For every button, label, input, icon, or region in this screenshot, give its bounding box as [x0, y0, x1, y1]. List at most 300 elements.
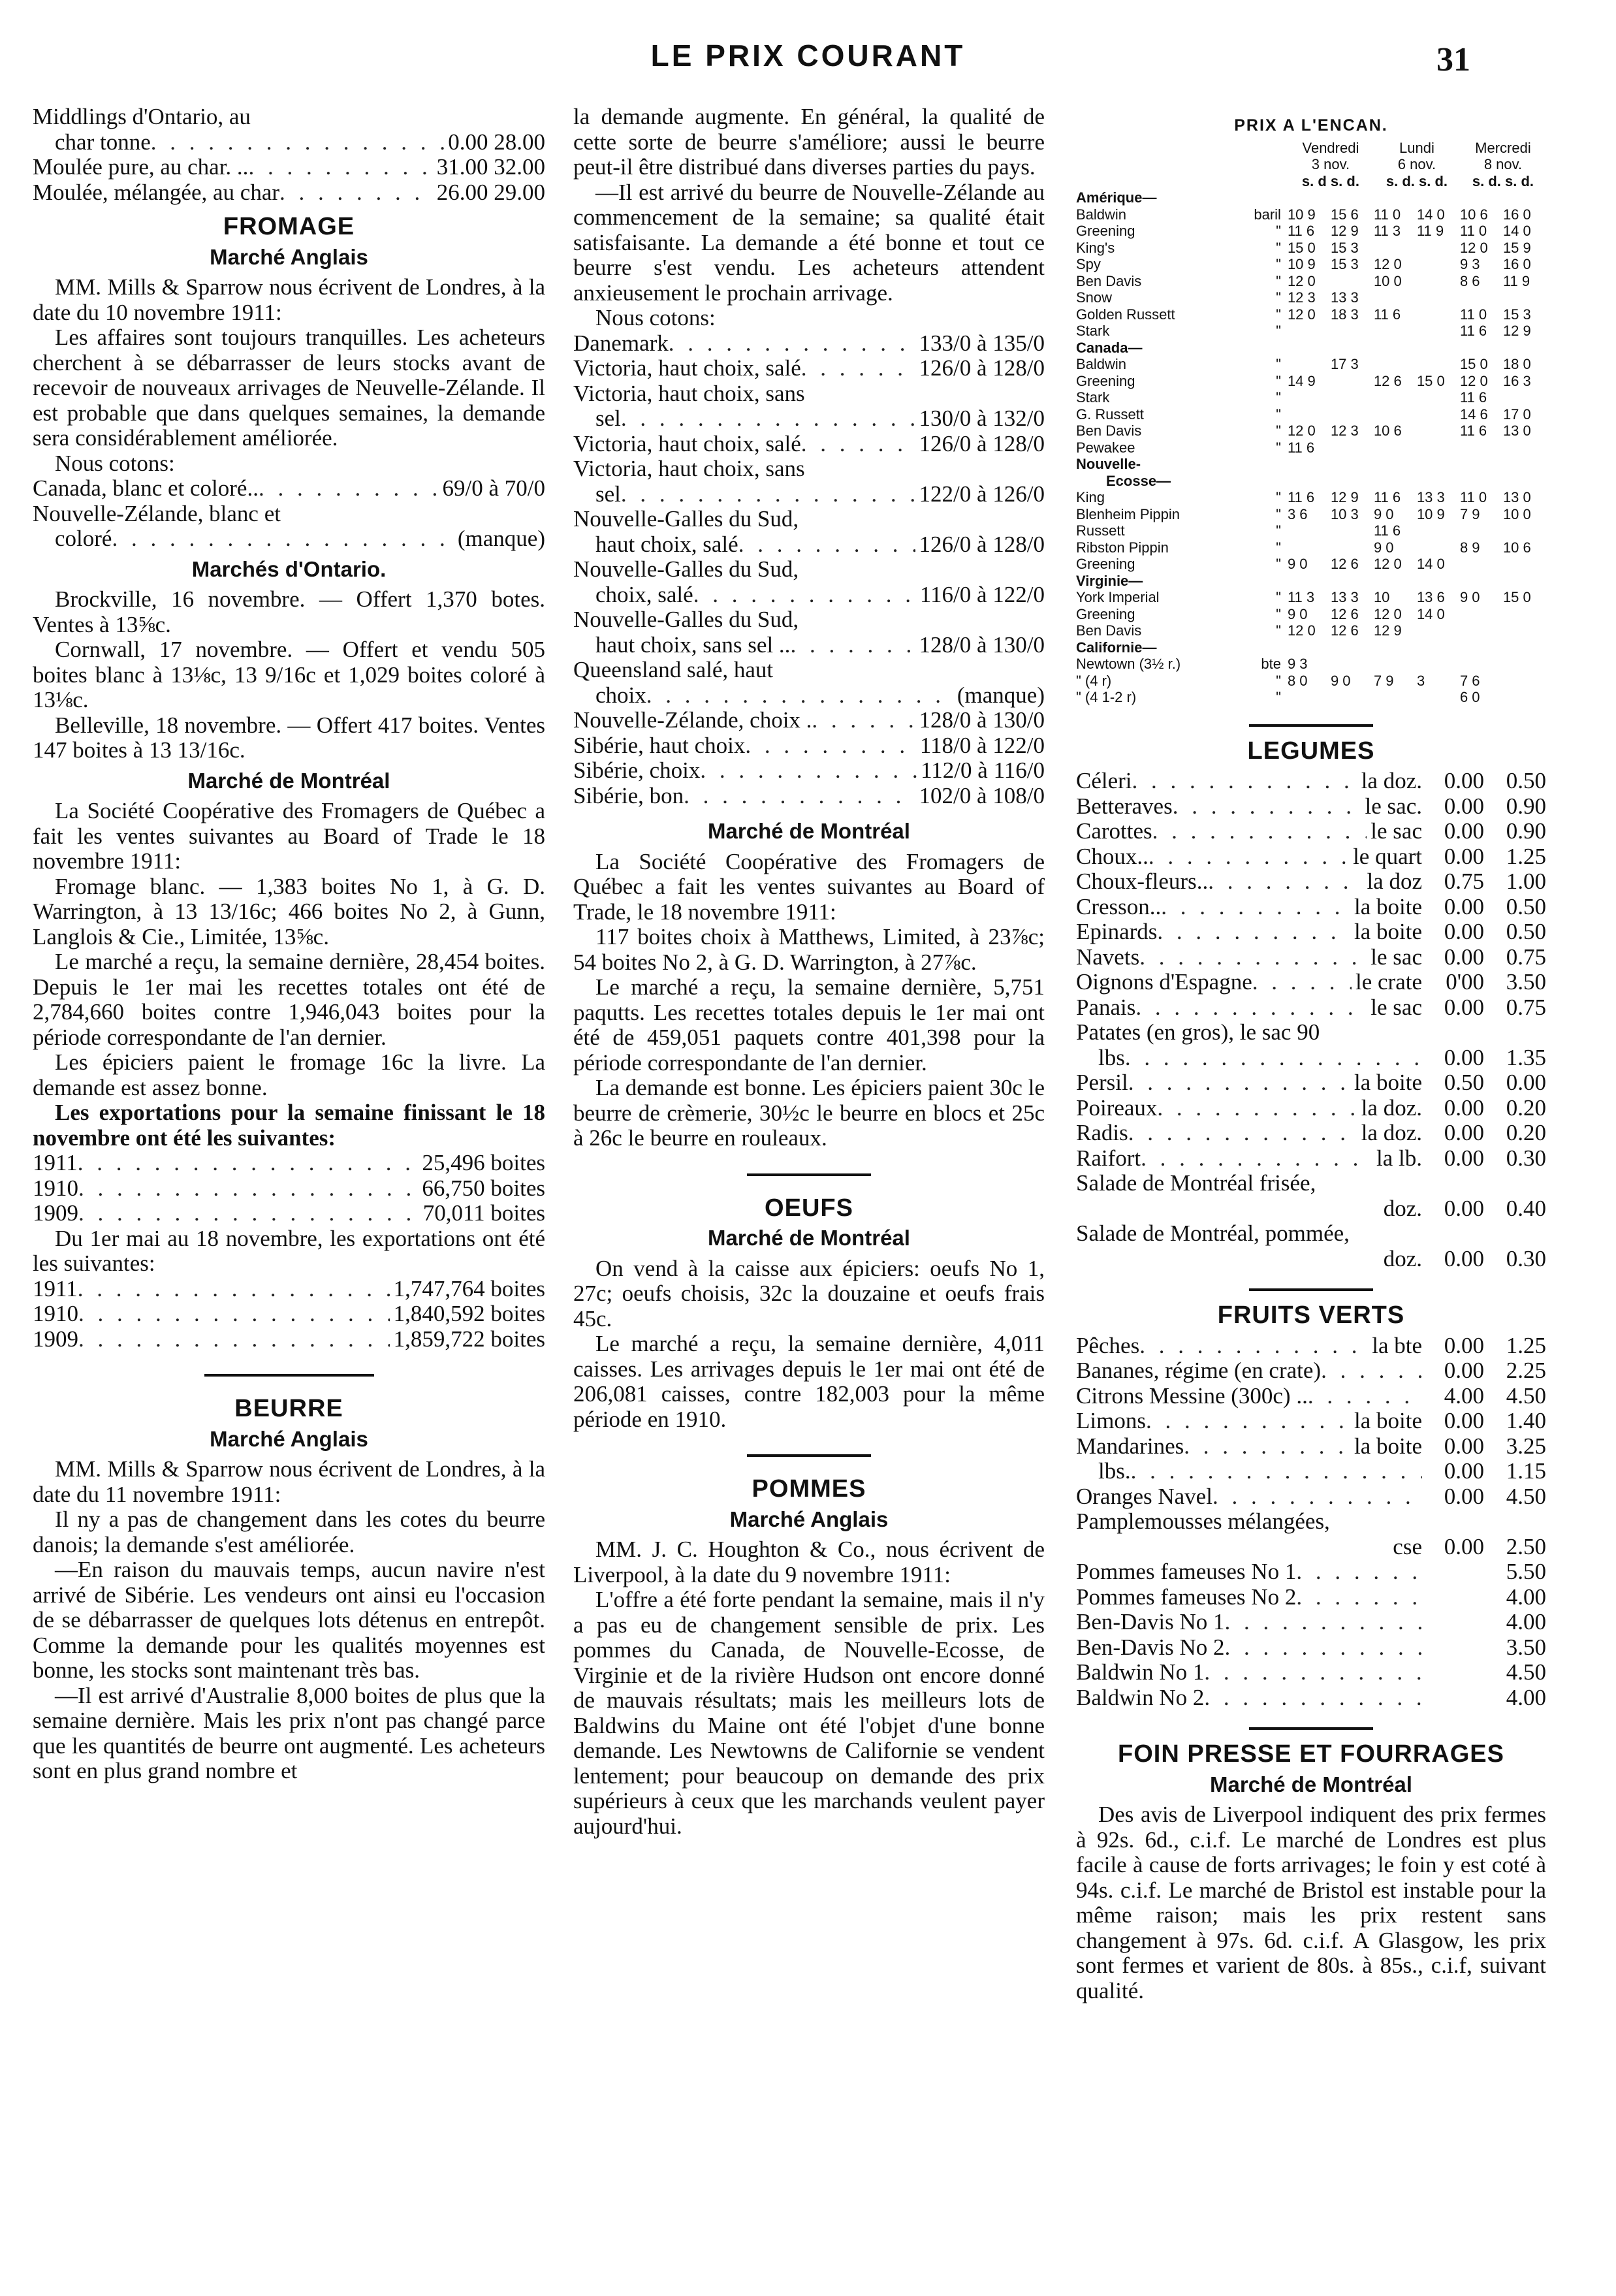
section-heading-pommes: POMMES	[752, 1475, 866, 1503]
price-high: 0.90	[1506, 819, 1546, 844]
export-row: 1909 . . . 1,859,722 boites	[33, 1327, 545, 1352]
auction-price: 9 0	[1330, 672, 1351, 689]
auction-row	[1076, 240, 1546, 257]
price-value: 126/0 à 128/0	[919, 356, 1045, 381]
auction-price: 9 0	[1373, 539, 1394, 556]
page-number: 31	[1436, 41, 1470, 78]
price-row	[573, 456, 1045, 482]
leader-dots	[1135, 995, 1367, 1021]
price-high: 0.40	[1506, 1196, 1546, 1221]
auction-price: 11 9	[1502, 272, 1530, 289]
auction-price	[1331, 406, 1374, 423]
auction-unit: "	[1276, 505, 1281, 522]
price-low: 0.00	[1444, 1534, 1484, 1559]
price-label: Salade de Montréal, pommée,	[1076, 1221, 1350, 1246]
price-label: Pommes fameuses No 1	[1076, 1559, 1297, 1584]
subheading: Marché de Montréal	[187, 768, 390, 793]
auction-price	[1460, 456, 1503, 473]
auction-unit	[1243, 639, 1288, 656]
auction-price: 12 6	[1373, 372, 1402, 389]
auction-price	[1503, 439, 1546, 456]
auction-price	[1331, 456, 1374, 473]
auction-item-name: King	[1076, 489, 1105, 505]
price-label: choix, salé	[595, 582, 693, 607]
leader-dots	[693, 582, 916, 608]
paragraph: L'offre a été forte pendant la semaine, mais il n'y a pas eu de changement sensible de prix. Les pommes du Canada, de Nouvelle-Ecosse, de Virginie et de la rivière Hudson ont encore donné de mauvais résultats; mais les meilleurs lots de Baldwins du Maine ont été l'objet d'une bonne demande. Les Newtowns de Californie se vendent lentement; pour beaucoup on demande des prix supérieurs à ceux que les marchands veulent payer aujourd'hui.	[573, 1587, 1045, 1839]
auction-price	[1417, 423, 1460, 439]
auction-price: 11 0	[1459, 306, 1487, 323]
price-label: Victoria, haut choix, salé	[573, 431, 801, 456]
price-low: 0.00	[1444, 1433, 1484, 1459]
price-label: Navets	[1076, 944, 1140, 970]
column-3	[1076, 104, 1546, 2003]
price-unit: la bte	[1372, 1333, 1422, 1358]
date-label: 8 nov.	[1483, 156, 1523, 172]
leader-dots	[1161, 895, 1350, 920]
price-label: Nouvelle-Galles du Sud,	[573, 607, 799, 632]
legumes-price-list	[1076, 769, 1546, 1271]
price-label: Nouvelle-Zélande, choix .	[573, 708, 812, 733]
price-label: Victoria, haut choix, salé	[573, 356, 801, 381]
auction-price	[1288, 522, 1331, 539]
auction-price: 9 0	[1287, 605, 1308, 622]
leader-dots	[1152, 819, 1367, 844]
auction-price: 9 3	[1459, 256, 1480, 272]
auction-price	[1374, 456, 1417, 473]
auction-price	[1460, 340, 1503, 357]
price-high: 1.40	[1506, 1409, 1546, 1433]
auction-price: 11 3	[1373, 223, 1401, 239]
leader-dots	[1252, 970, 1352, 995]
leader-dots	[1139, 1333, 1368, 1359]
price-row	[1076, 844, 1546, 870]
export-row: 1911 . . . 1,747,764 boites	[33, 1277, 545, 1302]
price-row	[1076, 1070, 1546, 1096]
leader-dots	[1139, 945, 1367, 970]
auction-unit: "	[1276, 372, 1281, 389]
price-high: 3.25	[1506, 1433, 1546, 1459]
auction-price: 16 0	[1502, 206, 1531, 223]
auction-price: 11 6	[1373, 306, 1401, 323]
export-row: 1911 . . . 25,496 boites	[33, 1151, 545, 1176]
auction-item-name: Amérique—	[1076, 189, 1157, 206]
price-unit: la boite	[1354, 894, 1422, 919]
auction-price	[1460, 522, 1503, 539]
price-row	[573, 658, 1045, 683]
auction-price: 12 0	[1373, 556, 1402, 572]
paragraph: La Société Coopérative des Fromagers de Québec a fait les ventes suivantes au Board of Trade, le 18 novembre 1911:	[573, 848, 1045, 925]
section-heading-fruits: FRUITS VERTS	[1217, 1301, 1405, 1329]
price-row	[1076, 1459, 1546, 1484]
auction-price	[1460, 622, 1503, 639]
auction-price	[1288, 456, 1331, 473]
auction-price: 15 3	[1330, 239, 1359, 256]
price-row	[1076, 794, 1546, 820]
auction-price: 8 0	[1287, 672, 1308, 689]
auction-price	[1374, 406, 1417, 423]
auction-price: 12 0	[1287, 622, 1316, 639]
price-high: 1.35	[1506, 1045, 1546, 1070]
price-label: Patates (en gros), le sac 90	[1076, 1020, 1320, 1045]
unit-label: s. d. s. d.	[1386, 172, 1448, 189]
auction-price: 12 0	[1373, 605, 1402, 622]
price-label: Sibérie, haut choix	[573, 733, 746, 758]
auction-price	[1374, 573, 1417, 590]
price-value: 126/0 à 128/0	[919, 532, 1045, 557]
auction-row	[1076, 206, 1546, 223]
price-unit: la doz.	[1361, 769, 1422, 793]
price-value: 102/0 à 108/0	[919, 783, 1045, 808]
auction-price: 12 9	[1502, 323, 1531, 339]
auction-row	[1076, 456, 1546, 473]
auction-price: 14 0	[1416, 206, 1445, 223]
price-label: Raifort	[1076, 1145, 1141, 1171]
auction-price	[1417, 639, 1460, 656]
auction-price: 11 6	[1459, 323, 1487, 339]
price-low: 0.00	[1444, 1196, 1484, 1221]
price-high: 0.50	[1506, 769, 1546, 793]
auction-price: 11 6	[1287, 439, 1315, 456]
auction-price: 14 0	[1502, 223, 1531, 239]
auction-price: 10 9	[1287, 256, 1316, 272]
price-value: 133/0 à 135/0	[919, 330, 1045, 356]
price-row	[1076, 1121, 1546, 1146]
price-high: 1.00	[1506, 869, 1546, 894]
price-low: 0.00	[1444, 995, 1484, 1020]
section-divider	[747, 1173, 871, 1176]
auction-price: 14 6	[1459, 406, 1488, 423]
leader-dots	[646, 683, 953, 709]
price-high: 0.75	[1506, 944, 1546, 970]
auction-item-name: Blenheim Pippin	[1076, 505, 1180, 522]
auction-price	[1460, 606, 1503, 623]
auction-price: 12 6	[1330, 622, 1359, 639]
auction-price	[1460, 573, 1503, 590]
price-high: 0.50	[1506, 919, 1546, 944]
price-value: 112/0 à 116/0	[921, 758, 1045, 783]
auction-item-name: Greening	[1076, 556, 1135, 572]
auction-item-name: Russett	[1076, 522, 1125, 539]
auction-title: PRIX A L'ENCAN.	[1234, 116, 1388, 135]
auction-price: 13 0	[1502, 489, 1531, 505]
auction-price	[1417, 340, 1460, 357]
price-label: Oignons d'Espagne	[1076, 970, 1252, 995]
leader-dots	[1204, 1685, 1422, 1711]
auction-price: 10 9	[1416, 505, 1445, 522]
auction-item-name: Ben Davis	[1076, 423, 1142, 439]
auction-price: 13 3	[1330, 589, 1359, 605]
price-label: sel	[595, 481, 621, 507]
auction-unit	[1243, 456, 1288, 473]
auction-price: 9 3	[1287, 656, 1308, 672]
price-label: Betteraves	[1076, 793, 1173, 819]
auction-price: 15 0	[1459, 356, 1488, 372]
subheading: Marché Anglais	[729, 1507, 889, 1531]
section-divider	[1249, 1288, 1373, 1291]
auction-price: 15 0	[1416, 372, 1445, 389]
auction-price: 10 6	[1459, 206, 1488, 223]
auction-price	[1374, 323, 1417, 340]
date-label: 6 nov.	[1397, 156, 1436, 172]
price-label: doz.	[1383, 1246, 1422, 1271]
leader-dots	[801, 432, 915, 457]
leader-dots	[1128, 1070, 1350, 1096]
auction-price	[1503, 389, 1546, 406]
price-low: 0.00	[1444, 1358, 1484, 1383]
auction-item-name: Pewakee	[1076, 439, 1135, 456]
auction-row	[1076, 639, 1546, 656]
auction-unit: "	[1276, 539, 1281, 556]
auction-price	[1331, 473, 1374, 490]
price-row	[1076, 1535, 1546, 1560]
auction-price	[1503, 606, 1546, 623]
auction-price: 11 6	[1287, 489, 1315, 505]
auction-row	[1076, 223, 1546, 240]
auction-row	[1076, 573, 1546, 590]
price-low: 0.00	[1444, 1095, 1484, 1121]
auction-unit: "	[1276, 439, 1281, 456]
auction-price	[1503, 340, 1546, 357]
price-unit: la boite	[1354, 1433, 1422, 1459]
price-label: Ben-Davis No 1	[1076, 1610, 1225, 1634]
price-row: Nouvelle-Zélande, blanc et	[33, 501, 281, 526]
auction-price: 12 0	[1373, 256, 1402, 272]
auction-price: 16 3	[1502, 372, 1531, 389]
price-label: Baldwin No 2	[1076, 1685, 1205, 1710]
price-row	[1076, 1020, 1546, 1045]
auction-row	[1076, 256, 1546, 273]
paragraph: la demande augmente. En général, la qualité de cette sorte de beurre s'améliore; aussi le beurre peut-il être distribué dans diverses parties du pays.	[573, 104, 1045, 180]
price-row	[1076, 1247, 1546, 1272]
auction-item-name: Virginie—	[1076, 572, 1143, 589]
auction-price	[1288, 340, 1331, 357]
price-row	[573, 784, 1045, 809]
auction-price	[1331, 340, 1374, 357]
price-unit: le sac	[1370, 944, 1422, 970]
auction-price: 11 0	[1459, 223, 1487, 239]
price-row	[573, 356, 1045, 381]
auction-price	[1417, 389, 1460, 406]
price-low: 0.00	[1444, 1045, 1484, 1070]
auction-price-table	[1076, 118, 1546, 706]
auction-price: 12 0	[1287, 423, 1316, 439]
auction-unit: "	[1276, 256, 1281, 272]
auction-item-name: " (4 r)	[1076, 672, 1112, 689]
price-row	[1076, 1660, 1546, 1685]
auction-unit: "	[1276, 556, 1281, 572]
price-row	[1076, 1196, 1546, 1222]
price-label: Baldwin No 1	[1076, 1660, 1205, 1685]
auction-price	[1503, 573, 1546, 590]
auction-price: 12 6	[1330, 556, 1359, 572]
leader-dots	[1296, 1559, 1422, 1585]
auction-unit: "	[1276, 522, 1281, 539]
price-low: 0.00	[1444, 1121, 1484, 1145]
auction-price	[1417, 306, 1460, 323]
price-label: Cresson..	[1076, 894, 1162, 919]
auction-days-row	[1076, 140, 1546, 157]
auction-price: 10 9	[1287, 206, 1316, 223]
auction-price	[1331, 373, 1374, 390]
section-heading-foin: FOIN PRESSE ET FOURRAGES	[1118, 1740, 1504, 1768]
auction-unit: "	[1276, 589, 1281, 605]
auction-price	[1417, 323, 1460, 340]
price-high: 3.50	[1506, 970, 1546, 995]
subheading: Marché de Montréal	[708, 819, 910, 843]
price-row	[1076, 970, 1546, 995]
auction-price: 13 0	[1502, 423, 1531, 439]
auction-price	[1417, 573, 1460, 590]
auction-price: 18 0	[1502, 356, 1531, 372]
auction-price: 12 6	[1330, 605, 1359, 622]
price-unit: la doz	[1367, 869, 1422, 894]
auction-price: 12 0	[1287, 306, 1316, 323]
auction-price: 7 6	[1459, 672, 1480, 689]
paragraph: Des avis de Liverpool indiquent des prix fermes à 92s. 6d., c.i.f. Le marché de Londres est plus facile à cause de forts arrivages; le foin y est coté à 94s. c.i.f. Le marché de Bristol est instable pour la même raison; mais les prix restent sans changement à 97s. 6d. c.i.f. A Glasgow, les prix sont fermes et varient de 80s. à 85s., c.i.f, suivant qualité.	[1076, 1802, 1546, 2003]
price-row	[1076, 995, 1546, 1021]
auction-price	[1417, 622, 1460, 639]
leader-dots	[1132, 769, 1357, 794]
auction-price	[1288, 323, 1331, 340]
price-unit: la doz.	[1361, 1095, 1422, 1121]
auction-price	[1288, 389, 1331, 406]
price-low: 0.00	[1444, 1333, 1484, 1358]
leader-dots	[738, 532, 915, 558]
leader-dots	[801, 356, 915, 381]
price-unit: le sac	[1370, 819, 1422, 844]
price-high: 0.30	[1506, 1145, 1546, 1171]
auction-unit: "	[1276, 489, 1281, 505]
price-label: Pamplemousses mélangées,	[1076, 1509, 1330, 1534]
unit-label: s. d. s. d.	[1472, 172, 1534, 189]
auction-row	[1076, 589, 1546, 606]
price-row: char tonne . . . 0.00 28.00	[33, 130, 545, 155]
auction-price: 6 0	[1459, 689, 1480, 705]
paragraph: Du 1er mai au 18 novembre, les exportations ont été les suivantes:	[33, 1225, 545, 1276]
paragraph: On vend à la caisse aux épiciers: oeufs No 1, 27c; oeufs choisis, 32c la douzaine et oeufs frais 45c.	[573, 1255, 1045, 1331]
day-label: Lundi	[1399, 139, 1434, 156]
subheading: Marché Anglais	[210, 1426, 368, 1451]
auction-unit: "	[1276, 323, 1281, 339]
price-row	[1076, 1333, 1546, 1359]
price-label: Epinards	[1076, 919, 1158, 944]
auction-price	[1417, 289, 1460, 306]
price-label: Victoria, haut choix, sans	[573, 456, 805, 481]
price-row	[1076, 1585, 1546, 1610]
price-label: Salade de Montréal frisée,	[1076, 1171, 1316, 1196]
auction-price	[1417, 439, 1460, 456]
price-low: 0.00	[1444, 1409, 1484, 1433]
price-high: 0.20	[1506, 1121, 1546, 1145]
paragraph: MM. Mills & Sparrow nous écrivent de Londres, à la date du 10 novembre 1911:	[33, 274, 545, 325]
price-row	[573, 381, 1045, 407]
paragraph: —Il est arrivé d'Australie 8,000 boites de plus que la semaine dernière. Mais les prix n'ont pas changé parce que les quantités de beurre ont augmenté. Les acheteurs sont en plus grand nombre et	[33, 1682, 545, 1783]
price-high: 4.50	[1506, 1484, 1546, 1509]
paragraph: 117 boites choix à Matthews, Limited, à 23⅞c; 54 boites No 2, à G. D. Warrington, à 27⅞c.	[573, 924, 1045, 975]
price-label: Oranges Navel	[1076, 1484, 1212, 1509]
subheading: Marchés d'Ontario.	[191, 556, 387, 581]
price-unit: le sac.	[1365, 793, 1422, 819]
section-divider	[747, 1454, 871, 1457]
price-label: Sibérie, bon	[573, 783, 684, 808]
price-label: Danemark	[573, 330, 669, 356]
price-row	[573, 432, 1045, 457]
paragraph: MM. J. C. Houghton & Co., nous écrivent de Liverpool, à la date du 9 novembre 1911:	[573, 1537, 1045, 1587]
price-row	[1076, 1509, 1546, 1535]
auction-price	[1374, 439, 1417, 456]
price-high: 4.00	[1506, 1685, 1546, 1710]
auction-price	[1503, 456, 1546, 473]
auction-item-name: " (4 1-2 r)	[1076, 689, 1137, 705]
price-low: 0'00	[1446, 970, 1484, 995]
auction-price	[1460, 439, 1503, 456]
auction-row	[1076, 522, 1546, 539]
auction-price	[1374, 289, 1417, 306]
price-value: 128/0 à 130/0	[919, 632, 1045, 658]
price-label: Céleri	[1076, 769, 1132, 793]
auction-price	[1417, 539, 1460, 556]
auction-item-name: Baldwin	[1076, 356, 1127, 372]
price-unit: le sac	[1370, 995, 1422, 1020]
price-row	[1076, 945, 1546, 970]
leader-dots	[1208, 869, 1363, 895]
price-row: Canada, blanc et coloré.. . . . 69/0 à 70/0	[33, 476, 545, 502]
leader-dots	[1224, 1635, 1422, 1661]
price-row	[1076, 1610, 1546, 1635]
price-label: Carottes	[1076, 819, 1152, 844]
price-row	[1076, 1384, 1546, 1409]
auction-price: 14 0	[1416, 556, 1445, 572]
auction-price: 7 9	[1373, 672, 1394, 689]
day-label: Vendredi	[1302, 139, 1359, 156]
auction-price	[1460, 656, 1503, 673]
subheading: Marché de Montréal	[1210, 1772, 1412, 1796]
auction-price	[1288, 356, 1331, 373]
auction-price: 3	[1416, 672, 1425, 689]
price-unit: le quart	[1353, 844, 1422, 869]
price-label: Choux-fleurs..	[1076, 869, 1209, 894]
leader-dots	[1149, 844, 1349, 870]
auction-row	[1076, 689, 1546, 706]
unit-label: s. d s. d.	[1301, 172, 1359, 189]
price-row	[1076, 1358, 1546, 1384]
auction-price	[1288, 539, 1331, 556]
auction-unit: "	[1276, 306, 1281, 323]
paragraph: —En raison du mauvais temps, aucun navire n'est arrivé de Sibérie. Les vendeurs ont ainsi eu l'occasion de se débarrasser de quelques lots détenus en entrepôt. Comme la demande pour les qualités moyennes est bonne, les stocks sont maintenant très bas.	[33, 1557, 545, 1683]
price-label: doz.	[1383, 1196, 1422, 1221]
auction-row	[1076, 473, 1546, 490]
price-value: 128/0 à 130/0	[919, 708, 1045, 733]
auction-price: 11 6	[1373, 489, 1401, 505]
auction-price	[1331, 539, 1374, 556]
auction-price	[1288, 189, 1331, 206]
price-high: 0.50	[1506, 894, 1546, 919]
price-row	[573, 406, 1045, 432]
price-label: Queensland salé, haut	[573, 658, 774, 682]
auction-price: 11 6	[1373, 522, 1401, 539]
price-label: haut choix, sans sel ..	[595, 632, 791, 658]
auction-row	[1076, 356, 1546, 373]
auction-price	[1417, 473, 1460, 490]
price-value: 118/0 à 122/0	[919, 733, 1045, 758]
price-row: coloré . . . (manque)	[33, 526, 545, 552]
date-label: 3 nov.	[1311, 156, 1350, 172]
auction-price	[1374, 189, 1417, 206]
price-row	[1076, 1635, 1546, 1661]
price-row	[573, 633, 1045, 658]
auction-price: 17 0	[1502, 406, 1531, 423]
auction-price	[1331, 656, 1374, 673]
